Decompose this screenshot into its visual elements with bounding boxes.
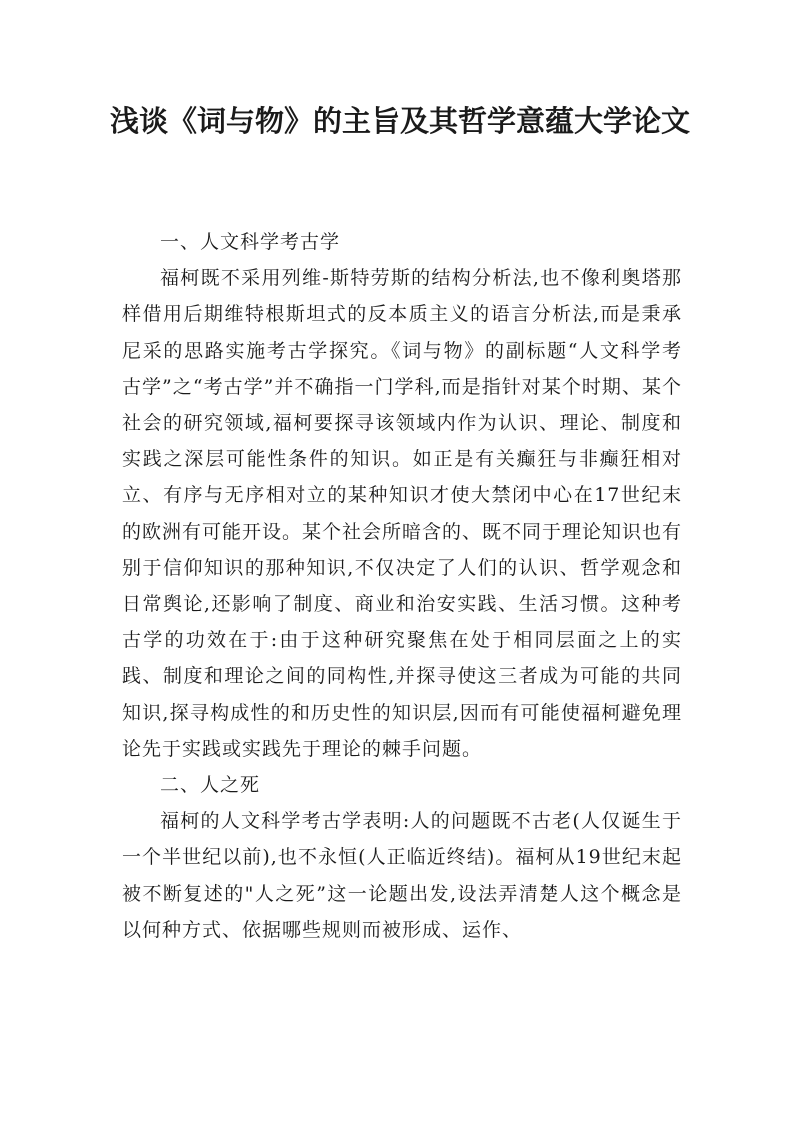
section-heading-1: 一、人文科学考古学 [160,231,341,253]
document-body [122,224,682,948]
document-title: 浅谈《词与物》的主旨及其哲学意蕴大学论文 [109,104,690,138]
section-1-paragraph-1: 福柯既不采用列维-斯特劳斯的结构分析法,也不像利奥塔那样借用后期维特根斯坦式的反本质主义的语言分析法,而是秉承尼采的思路实施考古学探究。《词与物》的副标题“人文科学考古学”之“考古学”并不确指一门学科,而是指针对某个时期、某个社会的研究领域,福柯要探寻该领域内作为认识、理论、制度和实践之深层可能性条件的知识。如正是有关癫狂与非癫狂相对立、有序与无序相对立的某种知识才使大禁闭中心在17世纪末的欧洲有可能开设。某个社会所暗含的、既不同于理论知识也有别于信仰知识的那种知识,不仅决定了人们的认识、哲学观念和日常舆论,还影响了制度、商业和治安实践、生活习惯。这种考古学的功效在于:由于这种研究聚焦在处于相同层面之上的实践、制度和理论之间的同构性,并探寻使这三者成为可能的共同知识,探寻构成性的和历史性的知识层,因而有可能使福柯避免理论先于实践或实践先于理论的棘手问题。 [122,267,683,760]
section-heading-2: 二、人之死 [160,774,261,797]
section-2-paragraph-1: 福柯的人文科学考古学表明:人的问题既不古老(人仅诞生于一个半世纪以前),也不永恒(人正临近终结)。福柯从19世纪末起被不断复述的"人之死”这一论题出发,设法弄清楚人这个概念是以何种方式、依据哪些规则而被形成、运作、 [122,810,682,941]
